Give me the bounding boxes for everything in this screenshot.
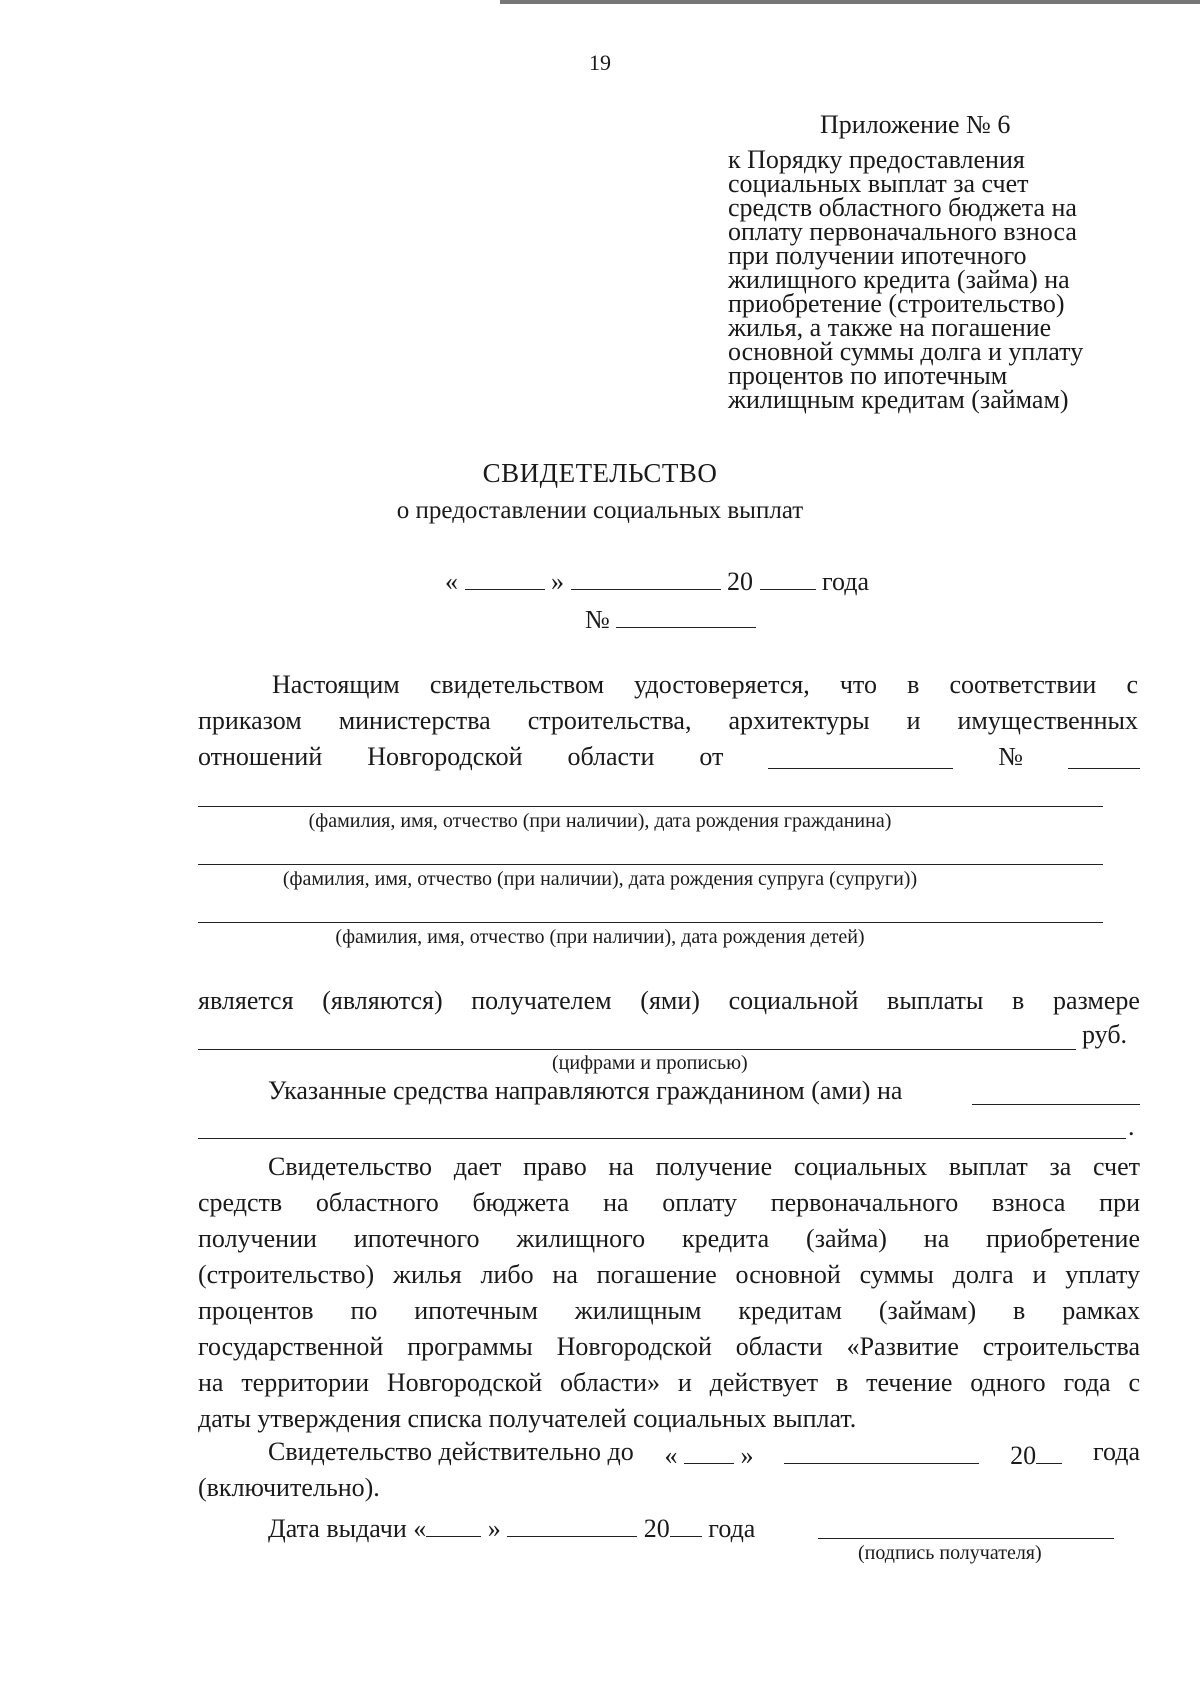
rights-paragraph <box>198 1149 1140 1437</box>
intro-word: области <box>567 742 655 771</box>
scan-top-edge-line <box>500 0 1200 4</box>
intro-line-3 <box>198 742 1140 772</box>
signature-field[interactable] <box>818 1538 1114 1539</box>
validity-year-blank[interactable] <box>1036 1437 1062 1464</box>
intro-word: удостоверяется, <box>634 670 810 699</box>
direction-field-1[interactable] <box>972 1104 1140 1105</box>
annex-line: социальных выплат за счет <box>728 169 1029 198</box>
recipient-word: (являются) <box>322 986 443 1015</box>
amount-caption: (цифрами и прописью) <box>552 1052 748 1074</box>
certificate-number-line <box>585 601 756 635</box>
intro-word: соответствии <box>949 670 1097 699</box>
quote-open: « <box>445 567 458 596</box>
intro-word: свидетельством <box>429 670 605 699</box>
validity-date-group <box>665 1437 754 1471</box>
spouse-field[interactable] <box>198 864 1103 865</box>
recipient-word: (ями) <box>640 986 700 1015</box>
annex-title: Приложение № 6 <box>820 110 1011 139</box>
month-blank[interactable] <box>571 563 721 590</box>
intro-line-1 <box>272 670 1138 700</box>
order-date-blank[interactable] <box>768 742 953 769</box>
intro-word: что <box>839 670 877 699</box>
intro-word: от <box>699 742 724 771</box>
direction-field-2[interactable] <box>198 1138 1126 1139</box>
annex-line: жилищным кредитам (займам) <box>728 385 1069 414</box>
recipient-word: в <box>1012 986 1025 1015</box>
intro-word: приказом <box>198 706 302 735</box>
paragraph-line: средств областного бюджета на оплату первоначального взноса при <box>198 1188 1140 1217</box>
intro-word: в <box>907 670 920 699</box>
issue-year-blank[interactable] <box>670 1510 702 1537</box>
certificate-date-line <box>445 563 869 597</box>
annex-reference <box>728 145 1148 414</box>
year-blank[interactable] <box>760 563 816 590</box>
intro-word: и <box>906 706 921 735</box>
paragraph-line: (строительство) жилья либо на погашение основной суммы долга и уплату <box>198 1260 1140 1289</box>
validity-month-blank[interactable] <box>784 1437 979 1464</box>
quote-close: » <box>551 567 564 596</box>
year-word: года <box>822 567 870 596</box>
validity-text: Свидетельство действительно до <box>268 1437 634 1466</box>
paragraph-line: процентов по ипотечным жилищным кредитам (займам) в рамках <box>198 1296 1140 1325</box>
quote-open: « <box>664 1441 678 1470</box>
paragraph-line: государственной программы Новгородской области «Развитие строительства <box>198 1332 1140 1361</box>
signature-caption: (подпись получателя) <box>858 1542 1042 1564</box>
validity-line <box>268 1437 1140 1471</box>
children-field[interactable] <box>198 922 1103 923</box>
century: 20 <box>1010 1441 1037 1470</box>
number-sign: № <box>998 742 1024 771</box>
certificate-number-blank[interactable] <box>616 601 756 628</box>
citizen-caption: (фамилия, имя, отчество (при наличии), дата рождения гражданина) <box>308 810 892 832</box>
intro-word: министерства <box>338 706 491 735</box>
intro-line-2 <box>198 706 1138 736</box>
intro-word: строительства, <box>527 706 692 735</box>
intro-word: Новгородской <box>367 742 523 771</box>
citizen-field[interactable] <box>198 806 1103 807</box>
paragraph-line: на территории Новгородской области» и действует в течение одного года с <box>198 1368 1140 1397</box>
annex-line: при получении ипотечного <box>728 241 1027 270</box>
direction-end: . <box>1128 1112 1135 1141</box>
issue-date-line <box>268 1510 755 1544</box>
century: 20 <box>643 1514 670 1543</box>
issue-text: Дата выдачи <box>268 1514 407 1543</box>
paragraph-line: даты утверждения списка получателей социальных выплат. <box>198 1404 857 1433</box>
spouse-caption: (фамилия, имя, отчество (при наличии), дата рождения супруга (супруги)) <box>282 868 918 890</box>
quote-close: » <box>487 1514 501 1543</box>
recipient-word: выплаты <box>887 986 984 1015</box>
intro-word: с <box>1126 670 1138 699</box>
order-number-blank[interactable] <box>1068 742 1140 769</box>
paragraph-line: получении ипотечного жилищного кредита (займа) на приобретение <box>198 1224 1140 1253</box>
year-word: года <box>708 1514 756 1543</box>
annex-line: оплату первоначального взноса <box>728 217 1077 246</box>
quote-open: « <box>413 1514 427 1543</box>
recipient-word: получателем <box>471 986 612 1015</box>
currency-label: руб. <box>1082 1020 1128 1049</box>
validity-day-blank[interactable] <box>684 1437 734 1464</box>
day-blank[interactable] <box>465 563 545 590</box>
annex-line: средств областного бюджета на <box>728 193 1077 222</box>
annex-line: жилищного кредита (займа) на <box>728 265 1070 294</box>
century: 20 <box>727 567 753 596</box>
intro-word: имущественных <box>957 706 1138 735</box>
quote-close: » <box>740 1441 754 1470</box>
number-sign: № <box>585 605 610 634</box>
annex-line: процентов по ипотечным <box>728 361 1008 390</box>
validity-year-group <box>1010 1437 1062 1471</box>
intro-word: отношений <box>198 742 323 771</box>
issue-day-blank[interactable] <box>426 1510 481 1537</box>
direction-text: Указанные средства направляются гражданином (ами) на <box>268 1076 903 1105</box>
annex-line: к Порядку предоставления <box>728 145 1025 174</box>
children-caption: (фамилия, имя, отчество (при наличии), дата рождения детей) <box>335 926 865 948</box>
annex-line: жилья, а также на погашение <box>728 313 1052 342</box>
document-subtitle: о предоставлении социальных выплат <box>396 497 804 524</box>
intro-word: Настоящим <box>272 670 400 699</box>
recipient-line <box>198 986 1140 1016</box>
recipient-word: размере <box>1052 986 1140 1015</box>
document-title: СВИДЕТЕЛЬСТВО <box>482 458 718 488</box>
issue-month-blank[interactable] <box>507 1510 637 1537</box>
annex-line: приобретение (строительство) <box>728 289 1065 318</box>
intro-word: архитектуры <box>728 706 870 735</box>
paragraph-line: Свидетельство дает право на получение социальных выплат за счет <box>268 1152 1140 1181</box>
recipient-word: является <box>198 986 294 1015</box>
validity-inclusive: (включительно). <box>198 1473 380 1502</box>
annex-line: основной суммы долга и уплату <box>728 337 1084 366</box>
year-word: года <box>1092 1437 1140 1466</box>
page-number: 19 <box>589 50 611 75</box>
recipient-word: социальной <box>728 986 859 1015</box>
amount-field[interactable] <box>198 1049 1076 1050</box>
